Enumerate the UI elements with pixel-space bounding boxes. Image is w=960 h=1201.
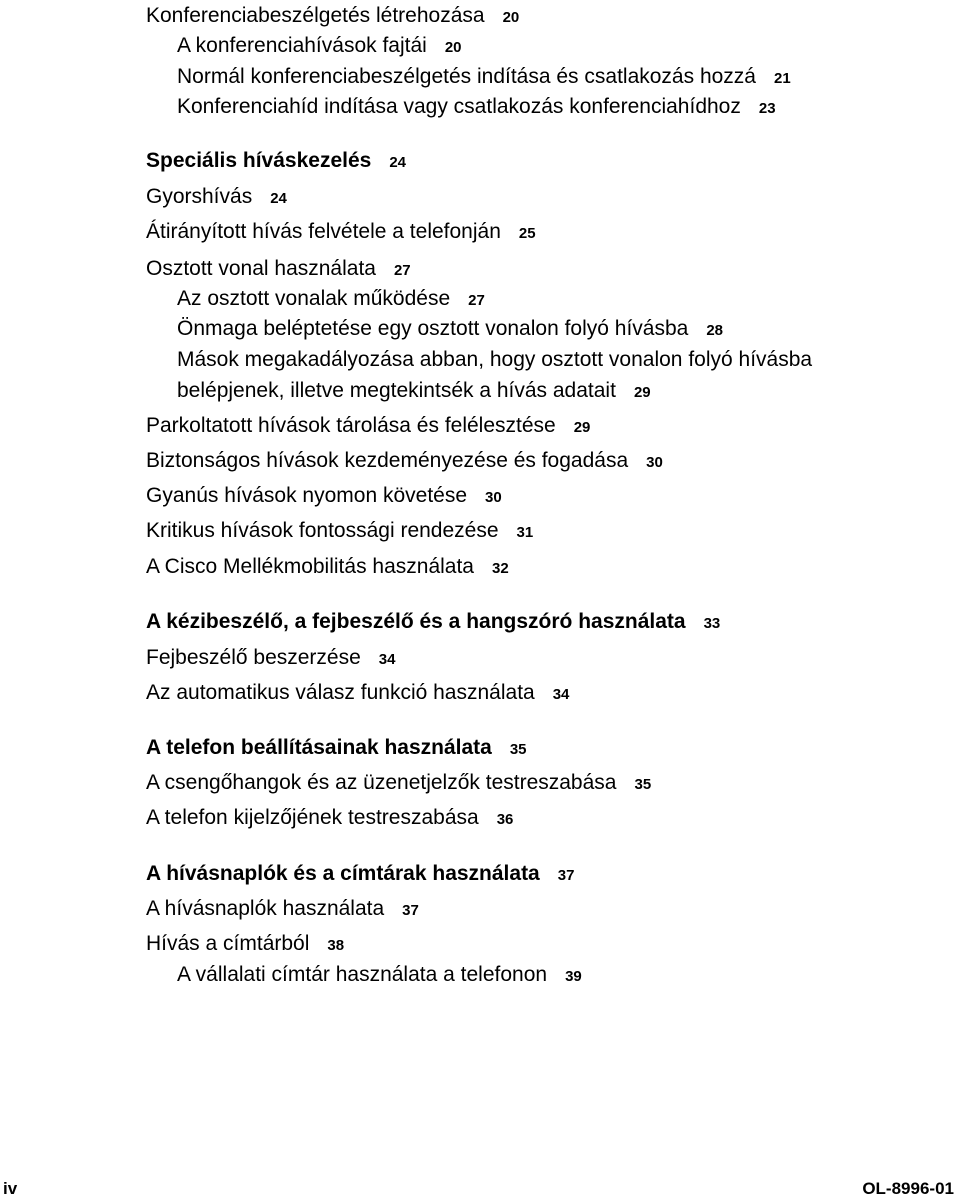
toc-entry-title: Az osztott vonalak működése <box>177 287 451 310</box>
toc-entry-title: A hívásnaplók használata <box>146 897 385 920</box>
toc-page-number: 35 <box>634 776 652 793</box>
toc-page-number: 21 <box>773 70 791 87</box>
toc-page-number: 20 <box>444 39 462 56</box>
toc-page-number: 27 <box>468 292 485 309</box>
toc-entry[interactable] <box>146 772 651 793</box>
toc-entry[interactable] <box>146 221 536 242</box>
toc-page-number: 39 <box>565 968 582 985</box>
toc-entry[interactable] <box>146 682 569 703</box>
toc-entry-title: Speciális híváskezelés <box>146 149 372 172</box>
toc-entry[interactable] <box>146 485 502 506</box>
toc-page-number: 27 <box>393 262 411 279</box>
toc-entry[interactable] <box>146 258 411 279</box>
toc-entry-title: Osztott vonal használata <box>146 257 376 280</box>
toc-entry-title: Önmaga beléptetése egy osztott vonalon folyó hívásba <box>177 317 689 340</box>
toc-entry[interactable] <box>146 450 663 471</box>
toc-entry-title: A konferenciahívások fajtái <box>177 34 427 57</box>
toc-entry-title: A csengőhangok és az üzenetjelzők testreszabása <box>146 771 617 794</box>
toc-entry-title: Hívás a címtárból <box>146 932 310 955</box>
toc-entry[interactable] <box>177 35 462 56</box>
toc-entry[interactable] <box>146 898 419 919</box>
toc-entry[interactable] <box>146 807 513 828</box>
toc-page-number: 24 <box>270 190 287 207</box>
toc-entry-title: Normál konferenciabeszélgetés indítása és csatlakozás hozzá <box>177 65 756 88</box>
toc-heading[interactable] <box>146 150 406 171</box>
toc-page-number: 36 <box>496 811 514 828</box>
toc-page-number: 33 <box>703 615 721 632</box>
toc-page-number: 32 <box>491 560 509 577</box>
toc-page-number: 30 <box>646 454 663 471</box>
toc-entry-title: Konferenciabeszélgetés létrehozása <box>146 4 485 27</box>
toc-page-number: 20 <box>502 9 520 26</box>
toc-entry-title: Biztonságos hívások kezdeményezése és fogadása <box>146 449 629 472</box>
toc-entry[interactable] <box>177 318 723 339</box>
toc-entry[interactable] <box>146 556 509 577</box>
document-number: OL-8996-01 <box>862 1179 954 1198</box>
toc-page-number: 31 <box>516 524 534 541</box>
toc-page-number: 29 <box>573 419 591 436</box>
toc-entry[interactable] <box>177 345 922 407</box>
toc-entry-title: A telefon kijelzőjének testreszabása <box>146 806 479 829</box>
toc-heading[interactable] <box>146 737 527 758</box>
toc-page-number: 37 <box>402 902 419 919</box>
toc-entry[interactable] <box>146 933 344 954</box>
toc-entry-title: Átirányított hívás felvétele a telefonján <box>146 220 501 243</box>
toc-page-number: 34 <box>552 686 570 703</box>
toc-page-number: 29 <box>633 384 651 401</box>
toc-entry-title: A hívásnaplók és a címtárak használata <box>146 862 540 885</box>
toc-entry-title: Parkoltatott hívások tárolása és felélesztése <box>146 414 556 437</box>
toc-entry-title: Gyorshívás <box>146 185 253 208</box>
page-number: iv <box>3 1179 18 1198</box>
toc-heading[interactable] <box>146 611 720 632</box>
toc-entry-title: Mások megakadályozása abban, hogy osztott vonalon folyó hívásba belépjenek, illetve megtekintsék a hívás adatait <box>177 348 813 402</box>
toc-entry[interactable] <box>177 288 485 309</box>
toc-entry[interactable] <box>177 964 582 985</box>
toc-entry-title: A Cisco Mellékmobilitás használata <box>146 555 474 578</box>
toc-page-number: 28 <box>706 322 724 339</box>
toc-entry[interactable] <box>177 96 776 117</box>
toc-entry-title: Kritikus hívások fontossági rendezése <box>146 519 499 542</box>
toc-page-number: 37 <box>557 867 575 884</box>
toc-page-number: 23 <box>758 100 776 117</box>
toc-heading[interactable] <box>146 863 574 884</box>
toc-entry-title: Gyanús hívások nyomon követése <box>146 484 468 507</box>
toc-entry[interactable] <box>146 5 519 26</box>
toc-entry[interactable] <box>146 647 395 668</box>
toc-entry-title: Az automatikus válasz funkció használata <box>146 681 535 704</box>
toc-page-number: 24 <box>389 154 407 171</box>
toc-page-number: 30 <box>485 489 502 506</box>
toc-entry-title: Fejbeszélő beszerzése <box>146 646 361 669</box>
toc-page-number: 35 <box>509 741 527 758</box>
toc-page-number: 25 <box>518 225 536 242</box>
toc-entry-title: A vállalati címtár használata a telefonon <box>177 963 548 986</box>
toc-entry[interactable] <box>146 186 287 207</box>
toc-entry[interactable] <box>146 415 590 436</box>
toc-entry-title: A telefon beállításainak használata <box>146 736 492 759</box>
toc-entry[interactable] <box>146 520 533 541</box>
toc-entry-title: A kézibeszélő, a fejbeszélő és a hangszóró használata <box>146 610 686 633</box>
toc-entry-title: Konferenciahíd indítása vagy csatlakozás konferenciahídhoz <box>177 95 741 118</box>
toc-entry[interactable] <box>177 66 791 87</box>
toc-page-number: 38 <box>327 937 345 954</box>
toc-page-number: 34 <box>378 651 396 668</box>
